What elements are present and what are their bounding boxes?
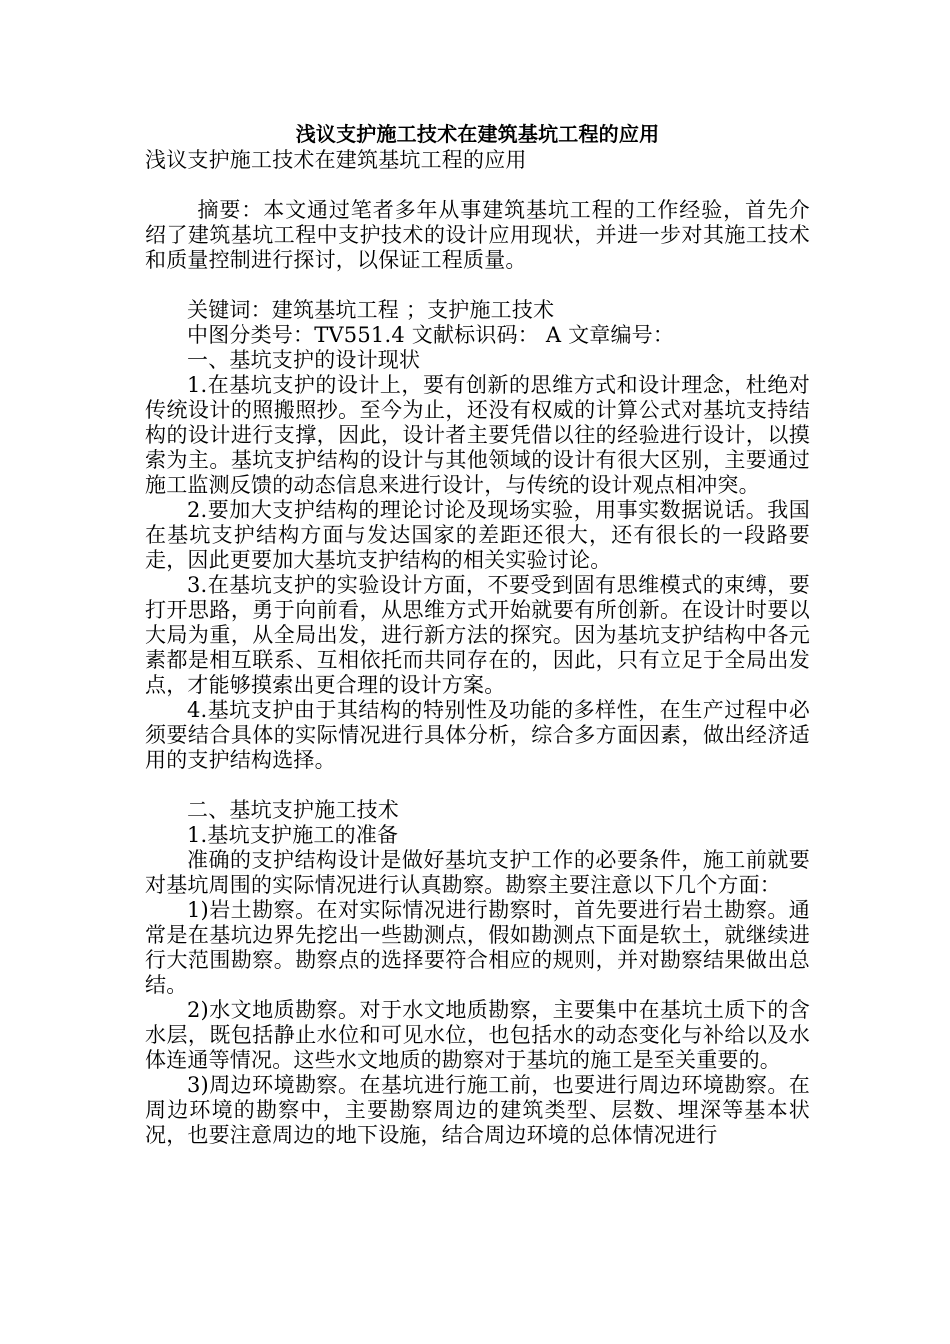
body-paragraph: 2)水文地质勘察。对于水文地质勘察，主要集中在基坑土质下的含水层，既包括静止水位和可见水位，也包括水的动态变化与补给以及水体连通等情况。这些水文地质的勘察对于基坑的施工是至关重要的。	[145, 998, 810, 1072]
spacer	[145, 773, 810, 798]
document-title: 浅议支护施工技术在建筑基坑工程的应用	[295, 122, 660, 146]
body-paragraph: 2.要加大支护结构的理论讨论及现场实验，用事实数据说话。我国在基坑支护结构方面与发达国家的差距还很大，还有很长的一段路要走，因此更要加大基坑支护结构的相关实验讨论。	[145, 498, 810, 572]
spacer	[145, 173, 810, 198]
section-heading: 二、基坑支护施工技术	[187, 798, 399, 822]
body-paragraph: 3)周边环境勘察。在基坑进行施工前，也要进行周边环境勘察。在周边环境的勘察中，主要勘察周边的建筑类型、层数、埋深等基本状况，也要注意周边的地下设施，结合周边环境的总体情况进行	[145, 1073, 810, 1147]
abstract-paragraph: 摘要：本文通过笔者多年从事建筑基坑工程的工作经验，首先介绍了建筑基坑工程中支护技术的设计应用现状，并进一步对其施工技术和质量控制进行探讨，以保证工程质量。	[145, 198, 810, 272]
document-page	[145, 120, 810, 1148]
body-paragraph: 1.在基坑支护的设计上，要有创新的思维方式和设计理念，杜绝对传统设计的照搬照抄。至今为止，还没有权威的计算公式对基坑支持结构的设计进行支撑，因此，设计者主要凭借以往的经验进行设计，以摸索为主。基坑支护结构的设计与其他领域的设计有很大区别，主要通过施工监测反馈的动态信息来进行设计，与传统的设计观点相冲突。	[145, 373, 810, 497]
body-paragraph: 1)岩土勘察。在对实际情况进行勘察时，首先要进行岩土勘察。通常是在基坑边界先挖出一些勘测点，假如勘测点下面是软土，就继续进行大范围勘察。勘察点的选择要符合相应的规则，并对勘察结果做出总结。	[145, 898, 810, 997]
section-heading: 一、基坑支护的设计现状	[187, 348, 421, 372]
document-subtitle: 浅议支护施工技术在建筑基坑工程的应用	[145, 148, 527, 172]
keywords-line: 关键词：建筑基坑工程 ；支护施工技术	[187, 298, 555, 322]
subsection-heading: 1.基坑支护施工的准备	[187, 823, 399, 847]
body-paragraph: 准确的支护结构设计是做好基坑支护工作的必要条件，施工前就要对基坑周围的实际情况进行认真勘察。勘察主要注意以下几个方面：	[145, 848, 810, 897]
body-paragraph: 3.在基坑支护的实验设计方面，不要受到固有思维模式的束缚，要打开思路，勇于向前看，从思维方式开始就要有所创新。在设计时要以大局为重，从全局出发，进行新方法的探究。因为基坑支护结构中各元素都是相互联系、互相依托而共同存在的，因此，只有立足于全局出发点，才能够摸索出更合理的设计方案。	[145, 573, 810, 697]
body-paragraph: 4.基坑支护由于其结构的特别性及功能的多样性，在生产过程中必须要结合具体的实际情况进行具体分析，综合多方面因素，做出经济适用的支护结构选择。	[145, 698, 810, 772]
spacer	[145, 273, 810, 298]
classification-line: 中图分类号：TV551.4 文献标识码： A 文章编号：	[187, 323, 675, 347]
